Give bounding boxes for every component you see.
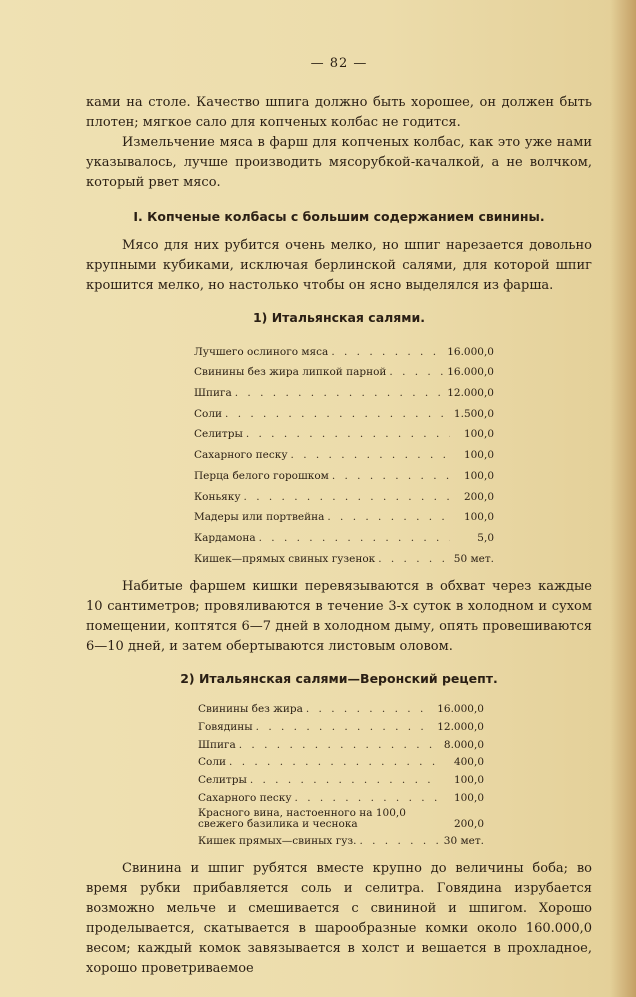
ingredient-name: Селитры — [198, 774, 247, 786]
ingredient-row — [194, 461, 494, 482]
ingredient-row — [198, 751, 484, 769]
ingredient-name: Соли — [194, 407, 223, 420]
ingredient-amount: 100,0 — [463, 428, 494, 441]
ingredient-row — [198, 715, 484, 733]
ingredient-amount: 50 мет. — [453, 552, 494, 565]
recipe2-ingredient-list — [198, 698, 484, 848]
ingredient-row — [194, 420, 494, 441]
ingredient-amount: 100,0 — [453, 774, 484, 786]
recipe1-ingredient-list — [194, 337, 494, 565]
ingredient-amount: 100,0 — [463, 469, 494, 482]
ingredient-amount: 16.000,0 — [447, 366, 494, 379]
ingredient-name: Кардамона — [194, 531, 256, 544]
recipe1-note: Набитые фаршем кишки перевязываются в обхват через каждые 10 сантиметров; провяливаются в течение 3-х суток в холодном и сухом помещении, коптятся 6—7 дней в холодном дыму, опять провешиваются 6—10 дней, и затем обертываются листовым оловом. — [86, 578, 592, 654]
ingredient-name: Перца белого горошком — [194, 469, 329, 482]
ingredient-name: Сахарного песку — [194, 449, 288, 462]
section-title: I. Копченые колбасы с большим содержанием свинины. — [133, 209, 545, 224]
ingredient-row — [198, 698, 484, 716]
ingredient-amount: 1.500,0 — [453, 407, 494, 420]
ingredient-amount: 100,0 — [463, 511, 494, 524]
section-paragraph: Мясо для них рубится очень мелко, но шпиг нарезается довольно крупными кубиками, исключая берлинской салями, для которой шпиг крошится мелко, но настолько чтобы он ясно выделялся из фарша. — [86, 238, 592, 293]
ingredient-amount: 16.000,0 — [437, 703, 484, 716]
ingredient-row — [194, 399, 494, 420]
ingredient-row — [198, 804, 484, 830]
ingredient-row — [198, 786, 484, 804]
closing-paragraph: Свинина и шпиг рубятся вместе крупно до величины боба; во время рубки прибавляется соль и селитра. Говядина изрубается возможно мельче и смешивается с свининой и шпигом. Хорошо проделывается, скатывается в шарообразные комки около 160.000,0 весом; каждый комок завязывается в холст и вешается в прохладное, хорошо проветриваемое — [86, 861, 592, 977]
ingredient-name: Говядины — [198, 720, 253, 733]
ingredient-row — [198, 733, 484, 751]
intro-paragraph-1: ками на столе. Качество шпига должно быть хорошее, он должен быть плотен; мягкое сало для копченых колбас не годится. — [86, 95, 592, 130]
ingredient-amount: 5,0 — [477, 531, 494, 544]
ingredient-amount: 400,0 — [453, 756, 484, 769]
ingredient-amount: 200,0 — [453, 817, 484, 830]
ingredient-row — [194, 544, 494, 565]
ingredient-amount: 200,0 — [463, 490, 494, 503]
ingredient-name: Кишек прямых—свиных гуз. — [198, 835, 357, 848]
ingredient-row — [194, 482, 494, 503]
recipe1-title: 1) Итальянская салями. — [252, 310, 426, 325]
ingredient-name: Коньяку — [194, 490, 241, 503]
ingredient-row — [194, 503, 494, 524]
ingredient-row — [194, 378, 494, 399]
ingredient-name: Свинины без жира липкой парной — [194, 366, 387, 379]
ingredient-name: Шпига — [198, 738, 236, 751]
ingredient-name: Кишек—прямых свиных гузенок — [194, 552, 376, 565]
ingredient-amount: 12.000,0 — [437, 720, 484, 733]
ingredient-amount: 30 мет. — [443, 835, 484, 848]
page-number: — 82 — — [310, 56, 368, 71]
ingredient-name: Шпига — [194, 387, 232, 400]
ingredient-row — [194, 523, 494, 544]
ingredient-amount: 8.000,0 — [443, 738, 484, 751]
ingredient-row — [194, 337, 494, 358]
intro-paragraph-2: Измельчение мяса в фарш для копченых колбас, как это уже нами указывалось, лучше производить мясорубкой-качалкой, а не волчком, который рвет мясо. — [86, 135, 592, 190]
recipe2-title: 2) Итальянская салями—Веронский рецепт. — [180, 670, 498, 686]
ingredient-row — [194, 358, 494, 379]
ingredient-row — [198, 768, 484, 786]
ingredient-amount: 12.000,0 — [447, 387, 494, 400]
ingredient-name: Свинины без жира — [198, 703, 303, 716]
ingredient-row — [198, 830, 484, 848]
ingredient-amount: 100,0 — [453, 791, 484, 804]
ingredient-row — [194, 440, 494, 461]
ingredient-amount: 100,0 — [463, 449, 494, 462]
ingredient-name: Лучшего ослиного мяса — [194, 345, 329, 358]
ingredient-name: Мадеры или портвейна — [194, 511, 325, 524]
ingredient-name: Сахарного песку — [198, 791, 292, 804]
ingredient-name: Красного вина, настоенного на 100,0 свежего базилика и чеснока — [198, 806, 406, 830]
ingredient-name: Соли — [198, 756, 227, 769]
ingredient-name: Селитры — [194, 428, 243, 441]
ingredient-amount: 16.000,0 — [447, 345, 494, 358]
